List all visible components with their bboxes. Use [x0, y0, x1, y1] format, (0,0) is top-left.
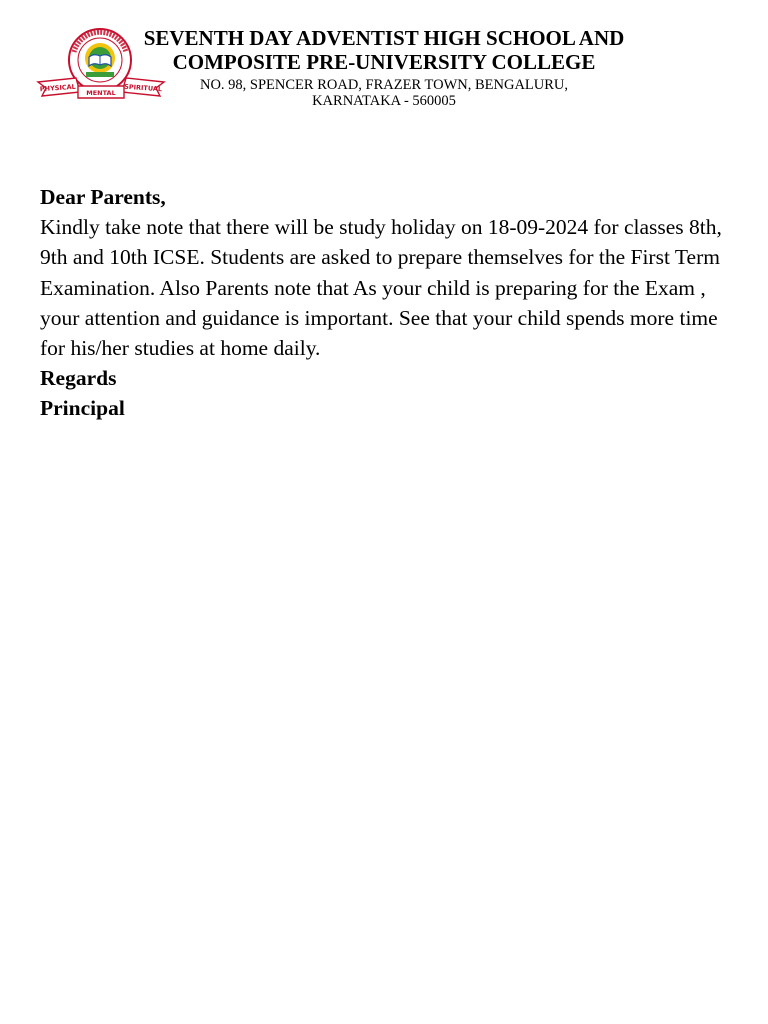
letterhead — [0, 0, 768, 120]
closing: Regards — [40, 366, 117, 391]
svg-text:SPIRITUAL: SPIRITUAL — [123, 82, 163, 94]
school-address — [100, 77, 668, 109]
letter-paragraph: Kindly take note that there will be study holiday on 18-09-2024 for classes 8th, 9th and 10th ICSE. Students are asked to prepare themselves for the First Term Examination. Also Parents note that As your child is preparing for the Exam , your attention and guidance is important. See that your child spends more time for his/her studies at home daily. — [40, 215, 722, 361]
letter-body — [40, 182, 730, 424]
address-line-2: KARNATAKA - 560005 — [312, 93, 456, 109]
salutation: Dear Parents, — [40, 185, 166, 209]
school-name-line-2: COMPOSITE PRE-UNIVERSITY COLLEGE — [172, 50, 596, 74]
school-name-line-1: SEVENTH DAY ADVENTIST HIGH SCHOOL AND — [143, 26, 625, 50]
svg-text:PHYSICAL: PHYSICAL — [39, 82, 77, 94]
svg-text:MENTAL: MENTAL — [86, 89, 116, 97]
school-name — [100, 26, 668, 74]
signature: Principal — [40, 396, 125, 421]
address-line-1: NO. 98, SPENCER ROAD, FRAZER TOWN, BENGALURU, — [199, 77, 569, 93]
